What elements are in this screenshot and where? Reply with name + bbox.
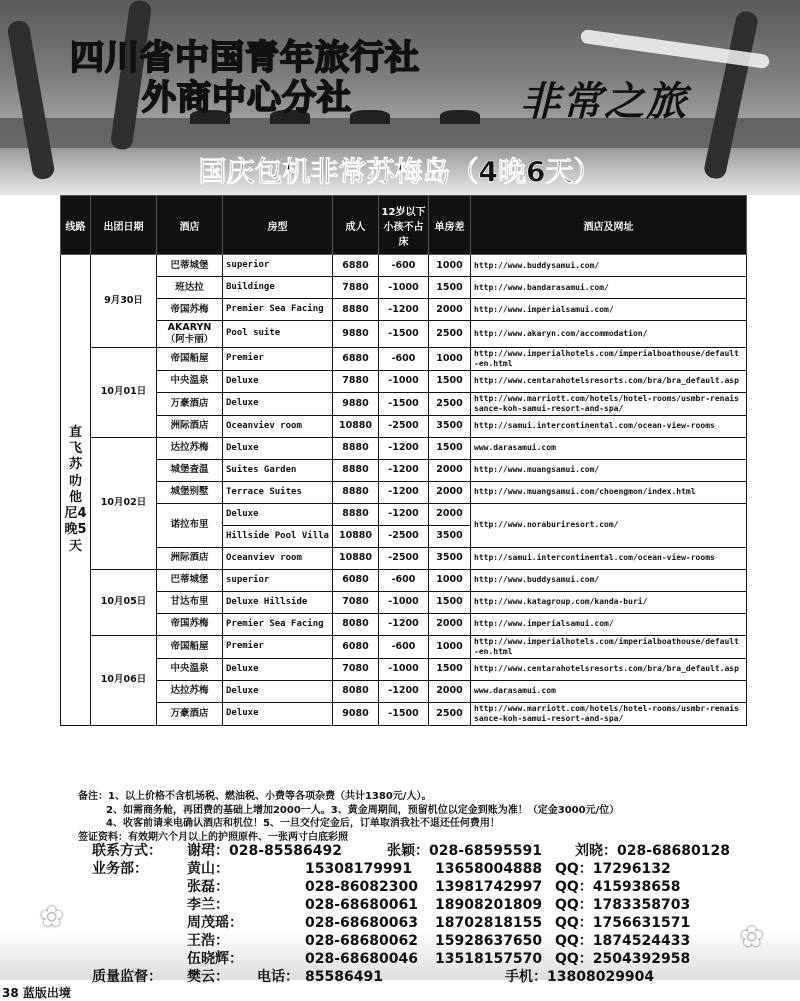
hotel-cell: 中央温泉 xyxy=(157,370,223,392)
flower-icon: ✿ xyxy=(740,920,764,953)
sales-qq: QQ：1783358703 xyxy=(555,897,691,913)
child-price-cell: -1200 xyxy=(379,437,429,459)
hut xyxy=(350,110,390,124)
adult-price-cell: 8880 xyxy=(333,437,379,459)
agency-branch: 外商中心分社 xyxy=(142,78,352,118)
room-cell: Deluxe xyxy=(223,702,333,725)
sales-row xyxy=(92,860,782,878)
child-price-cell: -600 xyxy=(379,635,429,658)
table-row xyxy=(61,680,747,702)
header-banner xyxy=(0,0,800,195)
single-supplement-cell: 1500 xyxy=(429,591,471,613)
note-line: 4、收客前请来电确认酒店和机位！5、一旦交付定金后，订单取消我社不退还任何费用！ xyxy=(106,818,500,829)
hotel-cell: 甘达布里 xyxy=(157,591,223,613)
adult-price-cell: 6080 xyxy=(333,569,379,591)
quality-row xyxy=(92,968,782,986)
sales-qq: QQ：415938658 xyxy=(555,879,681,895)
sales-mobile: 15928637650 xyxy=(435,933,543,949)
single-supplement-cell: 1500 xyxy=(429,437,471,459)
hotel-cell: 诺拉布里 xyxy=(157,503,223,547)
sales-phone: 028-68680046 xyxy=(305,951,418,967)
table-row xyxy=(61,370,747,392)
hotel-url-link[interactable]: http://www.centarahotelsresorts.com/bra/bra_default.asp xyxy=(471,658,747,680)
child-price-cell: -600 xyxy=(379,347,429,370)
note-line: 备注：1、以上价格不含机场税、燃油税、小费等各项杂费（共计1380元/人）。 xyxy=(78,791,432,802)
sales-row xyxy=(92,932,782,950)
single-supplement-cell: 2000 xyxy=(429,613,471,635)
header-single: 单房差 xyxy=(429,196,471,255)
hotel-cell: 巴蒂城堡 xyxy=(157,255,223,277)
child-price-cell: -600 xyxy=(379,255,429,277)
agency-name: 四川省中国青年旅行社 xyxy=(70,38,420,78)
hotel-url-link[interactable]: http://www.bandarasamui.com/ xyxy=(471,277,747,299)
child-price-cell: -1200 xyxy=(379,481,429,503)
sales-mobile: 13981742997 xyxy=(435,879,543,895)
child-price-cell: -1200 xyxy=(379,503,429,525)
header-child: 12岁以下小孩不占床 xyxy=(379,196,429,255)
date-cell: 10月06日 xyxy=(91,635,157,725)
contact-row xyxy=(92,842,782,860)
single-supplement-cell: 1000 xyxy=(429,635,471,658)
adult-price-cell: 9880 xyxy=(333,321,379,348)
child-price-cell: -1500 xyxy=(379,702,429,725)
room-cell: Deluxe xyxy=(223,658,333,680)
note-line: 2、如需商务舱，再团费的基础上增加2000一人。3、黄金周期间，预留机位以定金到账为准！（定金3000元/位） xyxy=(106,804,620,816)
child-price-cell: -1000 xyxy=(379,370,429,392)
room-cell: Premier Sea Facing xyxy=(223,613,333,635)
adult-price-cell: 8880 xyxy=(333,459,379,481)
quality-tel-label: 电话： xyxy=(257,969,299,985)
single-supplement-cell: 1500 xyxy=(429,658,471,680)
sales-row xyxy=(92,878,782,896)
adult-price-cell: 9880 xyxy=(333,392,379,415)
hotel-url-link[interactable]: http://samui.intercontinental.com/ocean-view-rooms xyxy=(471,547,747,569)
sales-name: 张磊： xyxy=(187,879,229,895)
single-supplement-cell: 2000 xyxy=(429,481,471,503)
child-price-cell: -1000 xyxy=(379,277,429,299)
child-price-cell: -1500 xyxy=(379,392,429,415)
hotel-cell: 帝国船屋 xyxy=(157,635,223,658)
room-cell: Oceanviev room xyxy=(223,547,333,569)
hotel-cell: 洲际酒店 xyxy=(157,547,223,569)
room-cell: Oceanviev room xyxy=(223,415,333,437)
room-cell: Premier xyxy=(223,347,333,370)
header-date: 出团日期 xyxy=(91,196,157,255)
adult-price-cell: 6880 xyxy=(333,347,379,370)
adult-price-cell: 8880 xyxy=(333,503,379,525)
single-supplement-cell: 1000 xyxy=(429,569,471,591)
slogan: 非常之旅 xyxy=(520,78,688,125)
adult-price-cell: 10880 xyxy=(333,525,379,547)
hotel-url-link[interactable]: http://www.buddysamui.com/ xyxy=(471,569,747,591)
room-cell: superior xyxy=(223,569,333,591)
table-row xyxy=(61,277,747,299)
hotel-cell: 万豪酒店 xyxy=(157,702,223,725)
contact-person: 张颖：028-68595591 xyxy=(387,843,542,859)
room-cell: superior xyxy=(223,255,333,277)
hotel-cell: 中央温泉 xyxy=(157,658,223,680)
room-cell: Premier xyxy=(223,635,333,658)
room-cell: Deluxe xyxy=(223,503,333,525)
sales-name: 伍晓辉： xyxy=(187,951,243,967)
contact-person: 谢珺：028-85586492 xyxy=(187,843,342,859)
hotel-url-link[interactable]: http://www.centarahotelsresorts.com/bra/bra_default.asp xyxy=(471,370,747,392)
header-address: 酒店及网址 xyxy=(471,196,747,255)
table-row xyxy=(61,437,747,459)
hotel-url-link[interactable]: http://www.noraburiresort.com/ xyxy=(471,503,747,547)
sales-mobile: 18702818155 xyxy=(435,915,543,931)
hotel-url-link[interactable]: http://www.katagroup.com/kanda-buri/ xyxy=(471,591,747,613)
sales-name: 王浩： xyxy=(187,933,229,949)
table-row xyxy=(61,481,747,503)
child-price-cell: -1200 xyxy=(379,613,429,635)
single-supplement-cell: 2000 xyxy=(429,503,471,525)
header-room: 房型 xyxy=(223,196,333,255)
sales-label xyxy=(92,932,187,950)
single-supplement-cell: 2500 xyxy=(429,321,471,348)
table-header xyxy=(61,196,747,255)
header-hotel: 酒店 xyxy=(157,196,223,255)
table-row xyxy=(61,547,747,569)
single-supplement-cell: 2000 xyxy=(429,459,471,481)
quality-label: 质量监督： xyxy=(92,969,162,985)
flower-icon: ✿ xyxy=(40,900,64,933)
adult-price-cell: 7080 xyxy=(333,658,379,680)
hotel-url-link[interactable]: http://www.imperialsamui.com/ xyxy=(471,299,747,321)
hotel-cell: AKARYN（阿卡丽） xyxy=(157,321,223,348)
sales-label: 业务部： xyxy=(92,861,148,877)
quality-name: 樊云： xyxy=(187,969,229,985)
hotel-cell: 城堡别墅 xyxy=(157,481,223,503)
single-supplement-cell: 1500 xyxy=(429,277,471,299)
single-supplement-cell: 1000 xyxy=(429,347,471,370)
hotel-url-link[interactable]: http://www.buddysamui.com/ xyxy=(471,255,747,277)
adult-price-cell: 8080 xyxy=(333,680,379,702)
child-price-cell: -1000 xyxy=(379,591,429,613)
table-row xyxy=(61,415,747,437)
hotel-url-link[interactable]: http://samui.intercontinental.com/ocean-view-rooms xyxy=(471,415,747,437)
single-supplement-cell: 1500 xyxy=(429,370,471,392)
table-row xyxy=(61,392,747,415)
hotel-cell: 达拉苏梅 xyxy=(157,680,223,702)
adult-price-cell: 7880 xyxy=(333,370,379,392)
sales-qq: QQ：17296132 xyxy=(555,861,671,877)
contact-label: 联系方式： xyxy=(92,843,162,859)
hotel-cell: 万豪酒店 xyxy=(157,392,223,415)
date-cell: 10月05日 xyxy=(91,569,157,635)
sales-name: 周茂瑶： xyxy=(187,915,243,931)
sales-row xyxy=(92,914,782,932)
adult-price-cell: 6080 xyxy=(333,635,379,658)
table-row xyxy=(61,321,747,348)
hotel-cell: 帝国船屋 xyxy=(157,347,223,370)
room-cell: Hillside Pool Villa xyxy=(223,525,333,547)
hotel-url-link[interactable]: http://www.imperialhotels.com/imperialboathouse/default-en.html xyxy=(471,635,747,658)
child-price-cell: -1000 xyxy=(379,658,429,680)
hotel-url-link[interactable]: http://www.marriott.com/hotels/hotel-rooms/usmbr-renaissance-koh-samui-resort-and-spa/ xyxy=(471,702,747,725)
sales-row xyxy=(92,896,782,914)
single-supplement-cell: 1000 xyxy=(429,255,471,277)
room-cell: Pool suite xyxy=(223,321,333,348)
child-price-cell: -2500 xyxy=(379,525,429,547)
adult-price-cell: 9080 xyxy=(333,702,379,725)
hotel-cell: 帝国苏梅 xyxy=(157,613,223,635)
adult-price-cell: 10880 xyxy=(333,415,379,437)
header-adult: 成人 xyxy=(333,196,379,255)
adult-price-cell: 6880 xyxy=(333,255,379,277)
table-row xyxy=(61,613,747,635)
table-row xyxy=(61,658,747,680)
table-row xyxy=(61,503,747,525)
child-price-cell: -1500 xyxy=(379,321,429,348)
date-cell: 9月30日 xyxy=(91,255,157,348)
hotel-cell: 巴蒂城堡 xyxy=(157,569,223,591)
page-title: 国庆包机非常苏梅岛（4晚6天） xyxy=(198,155,602,188)
single-supplement-cell: 2500 xyxy=(429,392,471,415)
hut xyxy=(440,110,480,124)
quality-tel: 85586491 xyxy=(305,969,383,985)
page-footer: 38 蓝版出境 xyxy=(2,986,71,1000)
sales-label xyxy=(92,914,187,932)
room-cell: Deluxe xyxy=(223,437,333,459)
child-price-cell: -1200 xyxy=(379,299,429,321)
notes xyxy=(78,790,758,844)
hotel-url-link[interactable]: http://www.muangsamui.com/ xyxy=(471,459,747,481)
table-row xyxy=(61,591,747,613)
table-row xyxy=(61,255,747,277)
date-cell: 10月01日 xyxy=(91,347,157,437)
hotel-url-link[interactable]: http://www.marriott.com/hotels/hotel-rooms/usmbr-renaissance-koh-samui-resort-and-spa/ xyxy=(471,392,747,415)
hotel-cell: 洲际酒店 xyxy=(157,415,223,437)
table-row xyxy=(61,347,747,370)
hotel-url-link[interactable]: www.darasamui.com xyxy=(471,680,747,702)
sales-mobile: 18908201809 xyxy=(435,897,543,913)
child-price-cell: -600 xyxy=(379,569,429,591)
hotel-cell: 达拉苏梅 xyxy=(157,437,223,459)
contact-person: 刘晓：028-68680128 xyxy=(575,843,730,859)
sales-qq: QQ：1874524433 xyxy=(555,933,691,949)
sales-phone: 028-68680063 xyxy=(305,915,418,931)
hotel-url-link[interactable]: http://www.akaryn.com/accommodation/ xyxy=(471,321,747,348)
header-route: 线路 xyxy=(61,196,91,255)
route-cell: 直飞苏叻他尼4晚5天 xyxy=(61,255,91,726)
hotel-url-link[interactable]: http://www.imperialhotels.com/imperialboathouse/default-en.html xyxy=(471,347,747,370)
room-cell: Deluxe Hillside xyxy=(223,591,333,613)
room-cell: Deluxe xyxy=(223,680,333,702)
hotel-url-link[interactable]: http://www.imperialsamui.com/ xyxy=(471,613,747,635)
room-cell: Deluxe xyxy=(223,392,333,415)
table-row xyxy=(61,702,747,725)
room-cell: Premier Sea Facing xyxy=(223,299,333,321)
price-table xyxy=(60,195,747,726)
adult-price-cell: 10880 xyxy=(333,547,379,569)
single-supplement-cell: 2500 xyxy=(429,702,471,725)
single-supplement-cell: 3500 xyxy=(429,415,471,437)
table-row xyxy=(61,299,747,321)
sales-phone: 028-68680062 xyxy=(305,933,418,949)
sales-label xyxy=(92,878,187,896)
hotel-url-link[interactable]: www.darasamui.com xyxy=(471,437,747,459)
room-cell: Deluxe xyxy=(223,370,333,392)
sales-name: 李兰： xyxy=(187,897,229,913)
table-row xyxy=(61,569,747,591)
single-supplement-cell: 3500 xyxy=(429,547,471,569)
single-supplement-cell: 3500 xyxy=(429,525,471,547)
room-cell: Buildinge xyxy=(223,277,333,299)
table-row xyxy=(61,459,747,481)
single-supplement-cell: 2000 xyxy=(429,299,471,321)
adult-price-cell: 8880 xyxy=(333,481,379,503)
table-row xyxy=(61,635,747,658)
hotel-cell: 城堡查温 xyxy=(157,459,223,481)
sales-qq: QQ：1756631571 xyxy=(555,915,691,931)
adult-price-cell: 8080 xyxy=(333,613,379,635)
room-cell: Suites Garden xyxy=(223,459,333,481)
child-price-cell: -1200 xyxy=(379,459,429,481)
note-line: 签证资料：有效期六个月以上的护照原件、一张两寸白底彩照 xyxy=(78,831,348,843)
room-cell: Terrace Suites xyxy=(223,481,333,503)
sales-mobile: 13658004888 xyxy=(435,861,543,877)
sales-phone: 15308179991 xyxy=(305,861,413,877)
date-cell: 10月02日 xyxy=(91,437,157,569)
sales-name: 黄山： xyxy=(187,861,229,877)
sales-label xyxy=(92,896,187,914)
sales-label xyxy=(92,950,187,968)
sales-qq: QQ：2504392958 xyxy=(555,951,691,967)
hotel-cell: 帝国苏梅 xyxy=(157,299,223,321)
sales-row xyxy=(92,950,782,968)
quality-mobile-label: 手机： xyxy=(505,969,547,985)
adult-price-cell: 7080 xyxy=(333,591,379,613)
quality-mobile: 13808029904 xyxy=(547,969,655,985)
contact-block xyxy=(92,842,782,986)
adult-price-cell: 8880 xyxy=(333,299,379,321)
adult-price-cell: 7880 xyxy=(333,277,379,299)
child-price-cell: -1200 xyxy=(379,680,429,702)
sales-mobile: 13518157570 xyxy=(435,951,543,967)
sales-phone: 028-68680061 xyxy=(305,897,418,913)
child-price-cell: -2500 xyxy=(379,547,429,569)
child-price-cell: -2500 xyxy=(379,415,429,437)
hotel-url-link[interactable]: http://www.muangsamui.com/choengmon/index.html xyxy=(471,481,747,503)
hotel-cell: 班达拉 xyxy=(157,277,223,299)
sales-phone: 028-86082300 xyxy=(305,879,418,895)
single-supplement-cell: 2000 xyxy=(429,680,471,702)
